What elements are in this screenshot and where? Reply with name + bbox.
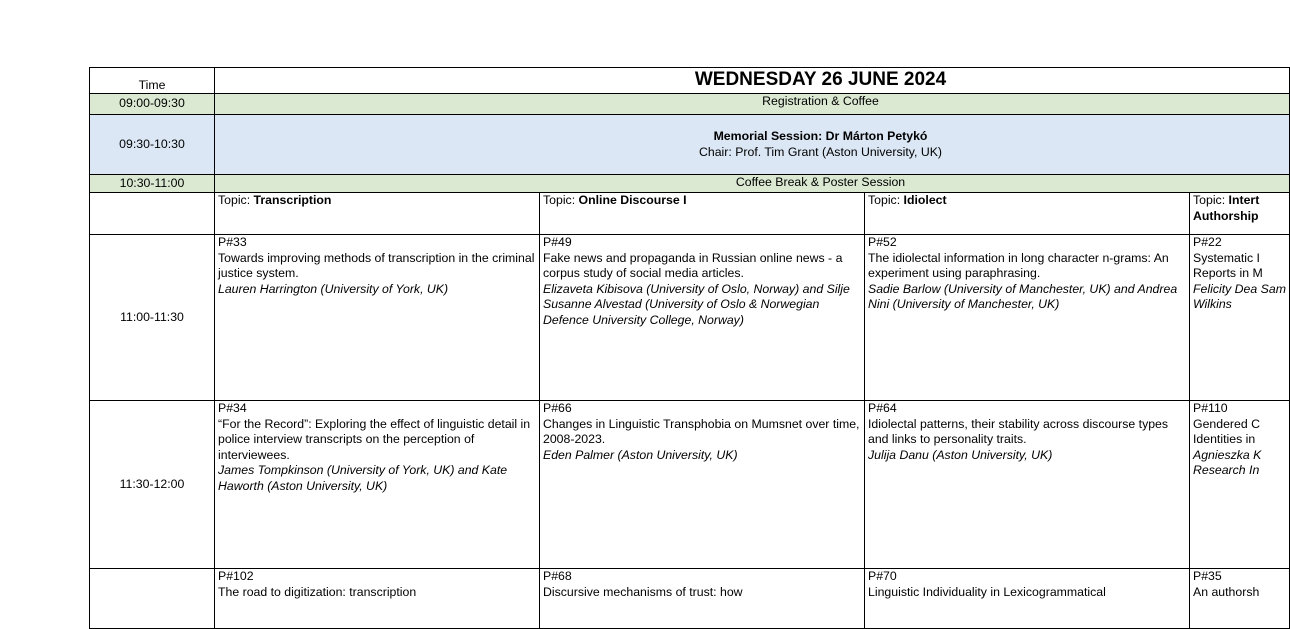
coffee-row — [90, 175, 1290, 193]
topic-name: Online Discourse I — [578, 193, 687, 207]
topic-name: Authorship — [1193, 208, 1259, 223]
talk-title: The idiolectal information in long character n-grams: An experiment using paraphrasing. — [868, 250, 1169, 280]
talk-id: P#64 — [868, 401, 897, 415]
talk-title: Changes in Linguistic Transphobia on Mumsnet over time, 2008-2023. — [543, 416, 860, 446]
talk-id: P#102 — [218, 569, 254, 583]
talk-title: An authorsh — [1193, 584, 1260, 599]
time-header: Time — [90, 68, 215, 94]
talk-id: P#70 — [868, 569, 897, 583]
talk-authors: James Tompkinson (University of York, UK) and Kate Haworth (Aston University, UK) — [218, 463, 508, 493]
talk-cell — [865, 569, 1190, 629]
topic-name: Transcription — [253, 193, 332, 207]
talk-authors: Julija Danu (Aston University, UK) — [868, 447, 1053, 462]
schedule-table — [89, 67, 1290, 629]
memorial-time: 09:30-10:30 — [90, 115, 215, 175]
talk-authors: Eden Palmer (Aston University, UK) — [543, 447, 738, 462]
coffee-label: Coffee Break & Poster Session — [215, 175, 1290, 193]
talk-id: P#35 — [1193, 569, 1222, 583]
schedule — [89, 67, 1289, 629]
talk-title: Linguistic Individuality in Lexicogrammatical — [868, 584, 1106, 599]
topic-time-empty — [90, 193, 215, 235]
talk-authors: Elizaveta Kibisova (University of Oslo, Norway) and Silje Susanne Alvestad (University of Oslo & Norwegian Defence University College, Norway) — [543, 281, 850, 327]
talk-authors: Felicity Dea Sam Wilkins — [1193, 281, 1286, 311]
talk-id: P#110 — [1193, 401, 1228, 415]
talk-title: Gendered C Identities in — [1193, 416, 1260, 446]
talk-cell — [215, 569, 540, 629]
registration-row — [90, 94, 1290, 115]
talk-id: P#52 — [868, 235, 897, 249]
slot-time — [90, 569, 215, 629]
day-title: WEDNESDAY 26 JUNE 2024 — [215, 68, 1290, 94]
talk-cell — [1190, 569, 1290, 629]
topic-cell: Topic: Intert Authorship — [1190, 193, 1290, 235]
talk-title: Discursive mechanisms of trust: how — [543, 584, 743, 599]
memorial-title: Memorial Session: Dr Márton Petykó — [713, 129, 928, 143]
talk-authors: Lauren Harrington (University of York, UK) — [218, 281, 449, 296]
topic-cell: Topic: Online Discourse I — [540, 193, 865, 235]
memorial-cell — [215, 115, 1290, 175]
talk-cell — [865, 235, 1190, 401]
registration-time: 09:00-09:30 — [90, 94, 215, 115]
talk-title: Fake news and propaganda in Russian online news - a corpus study of social media articles. — [543, 250, 843, 280]
talk-cell — [1190, 235, 1290, 401]
talk-authors: Sadie Barlow (University of Manchester, UK) and Andrea Nini (University of Manchester, UK) — [868, 281, 1178, 311]
talk-id: P#49 — [543, 235, 572, 249]
registration-label: Registration & Coffee — [215, 94, 1290, 115]
talk-cell — [215, 235, 540, 401]
header-row — [90, 68, 1290, 94]
memorial-row — [90, 115, 1290, 175]
topic-name: Intert — [1228, 193, 1260, 207]
talk-cell — [540, 235, 865, 401]
slot-time: 11:00-11:30 — [90, 235, 215, 401]
slot-row — [90, 569, 1290, 629]
topic-cell: Topic: Idiolect — [865, 193, 1190, 235]
talk-cell — [865, 401, 1190, 569]
talk-authors: Agnieszka K Research In — [1193, 447, 1262, 477]
talk-title: The road to digitization: transcription — [218, 584, 417, 599]
talk-id: P#68 — [543, 569, 572, 583]
slot-row — [90, 401, 1290, 569]
talk-cell — [540, 401, 865, 569]
talk-id: P#22 — [1193, 235, 1222, 249]
talk-id: P#34 — [218, 401, 247, 415]
slot-row — [90, 235, 1290, 401]
memorial-chair: Chair: Prof. Tim Grant (Aston University, UK) — [699, 144, 943, 159]
talk-id: P#33 — [218, 235, 247, 249]
talk-title: Towards improving methods of transcription in the criminal justice system. — [218, 250, 535, 280]
talk-cell — [215, 401, 540, 569]
coffee-time: 10:30-11:00 — [90, 175, 215, 193]
talk-title: Systematic I Reports in M — [1193, 250, 1263, 280]
talk-title: “For the Record”: Exploring the effect of linguistic detail in police interview transcripts on the perception of interviewees. — [218, 416, 531, 462]
talk-cell — [540, 569, 865, 629]
topic-name: Idiolect — [903, 193, 947, 207]
topic-cell: Topic: Transcription — [215, 193, 540, 235]
talk-id: P#66 — [543, 401, 572, 415]
talk-title: Idiolectal patterns, their stability across discourse types and links to personality traits. — [868, 416, 1169, 446]
talk-cell — [1190, 401, 1290, 569]
slot-time: 11:30-12:00 — [90, 401, 215, 569]
topic-row — [90, 193, 1290, 235]
